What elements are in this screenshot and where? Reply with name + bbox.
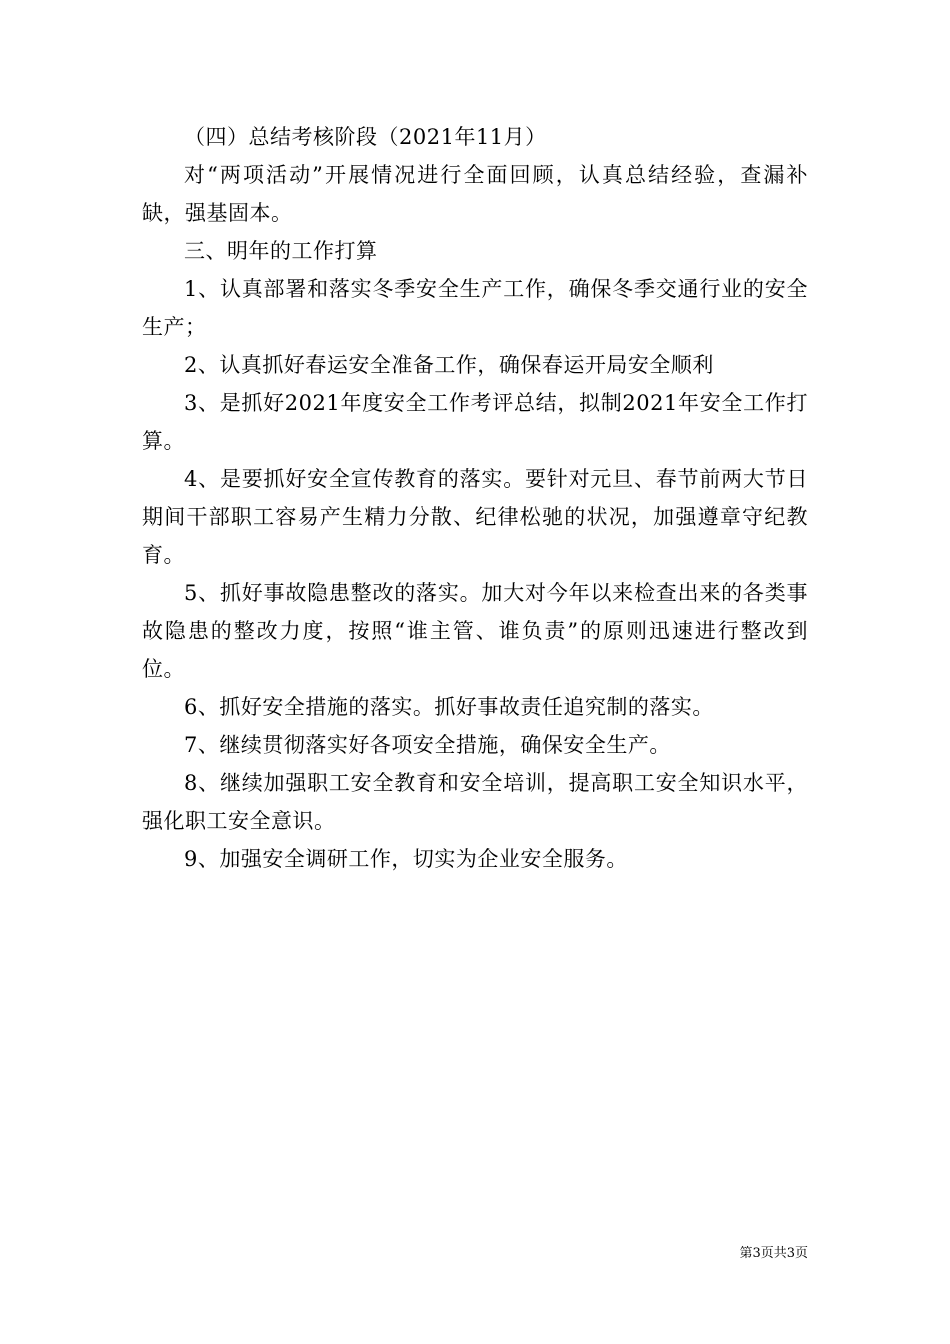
plan-item-1: 1、认真部署和落实冬季安全生产工作，确保冬季交通行业的安全生产；: [142, 277, 808, 339]
plan-item-8: 8、继续加强职工安全教育和安全培训，提高职工安全知识水平，强化职工安全意识。: [142, 771, 808, 833]
plan-item-6: 6、抓好安全措施的落实。抓好事故责任追究制的落实。: [184, 695, 714, 719]
section-heading-next-year-plan: 三、明年的工作打算: [184, 239, 378, 263]
page-number-footer: 第3页共3页: [739, 1246, 808, 1261]
plan-item-5: 5、抓好事故隐患整改的落实。加大对今年以来检查出来的各类事故隐患的整改力度，按照“谁主管、谁负责”的原则迅速进行整改到位。: [142, 581, 808, 681]
section-heading-summary-stage: （四）总结考核阶段（2021年11月）: [184, 125, 547, 149]
document-body: [142, 118, 808, 878]
paragraph-review: 对“两项活动”开展情况进行全面回顾，认真总结经验，查漏补缺，强基固本。: [142, 163, 808, 225]
plan-item-4: 4、是要抓好安全宣传教育的落实。要针对元旦、春节前两大节日期间干部职工容易产生精力分散、纪律松驰的状况，加强遵章守纪教育。: [142, 467, 808, 567]
plan-item-2: 2、认真抓好春运安全准备工作，确保春运开局安全顺利: [184, 353, 714, 377]
plan-item-3: 3、是抓好2021年度安全工作考评总结，拟制2021年安全工作打算。: [142, 391, 808, 453]
plan-item-7: 7、继续贯彻落实好各项安全措施，确保安全生产。: [184, 733, 671, 757]
plan-item-9: 9、加强安全调研工作，切实为企业安全服务。: [184, 847, 628, 871]
